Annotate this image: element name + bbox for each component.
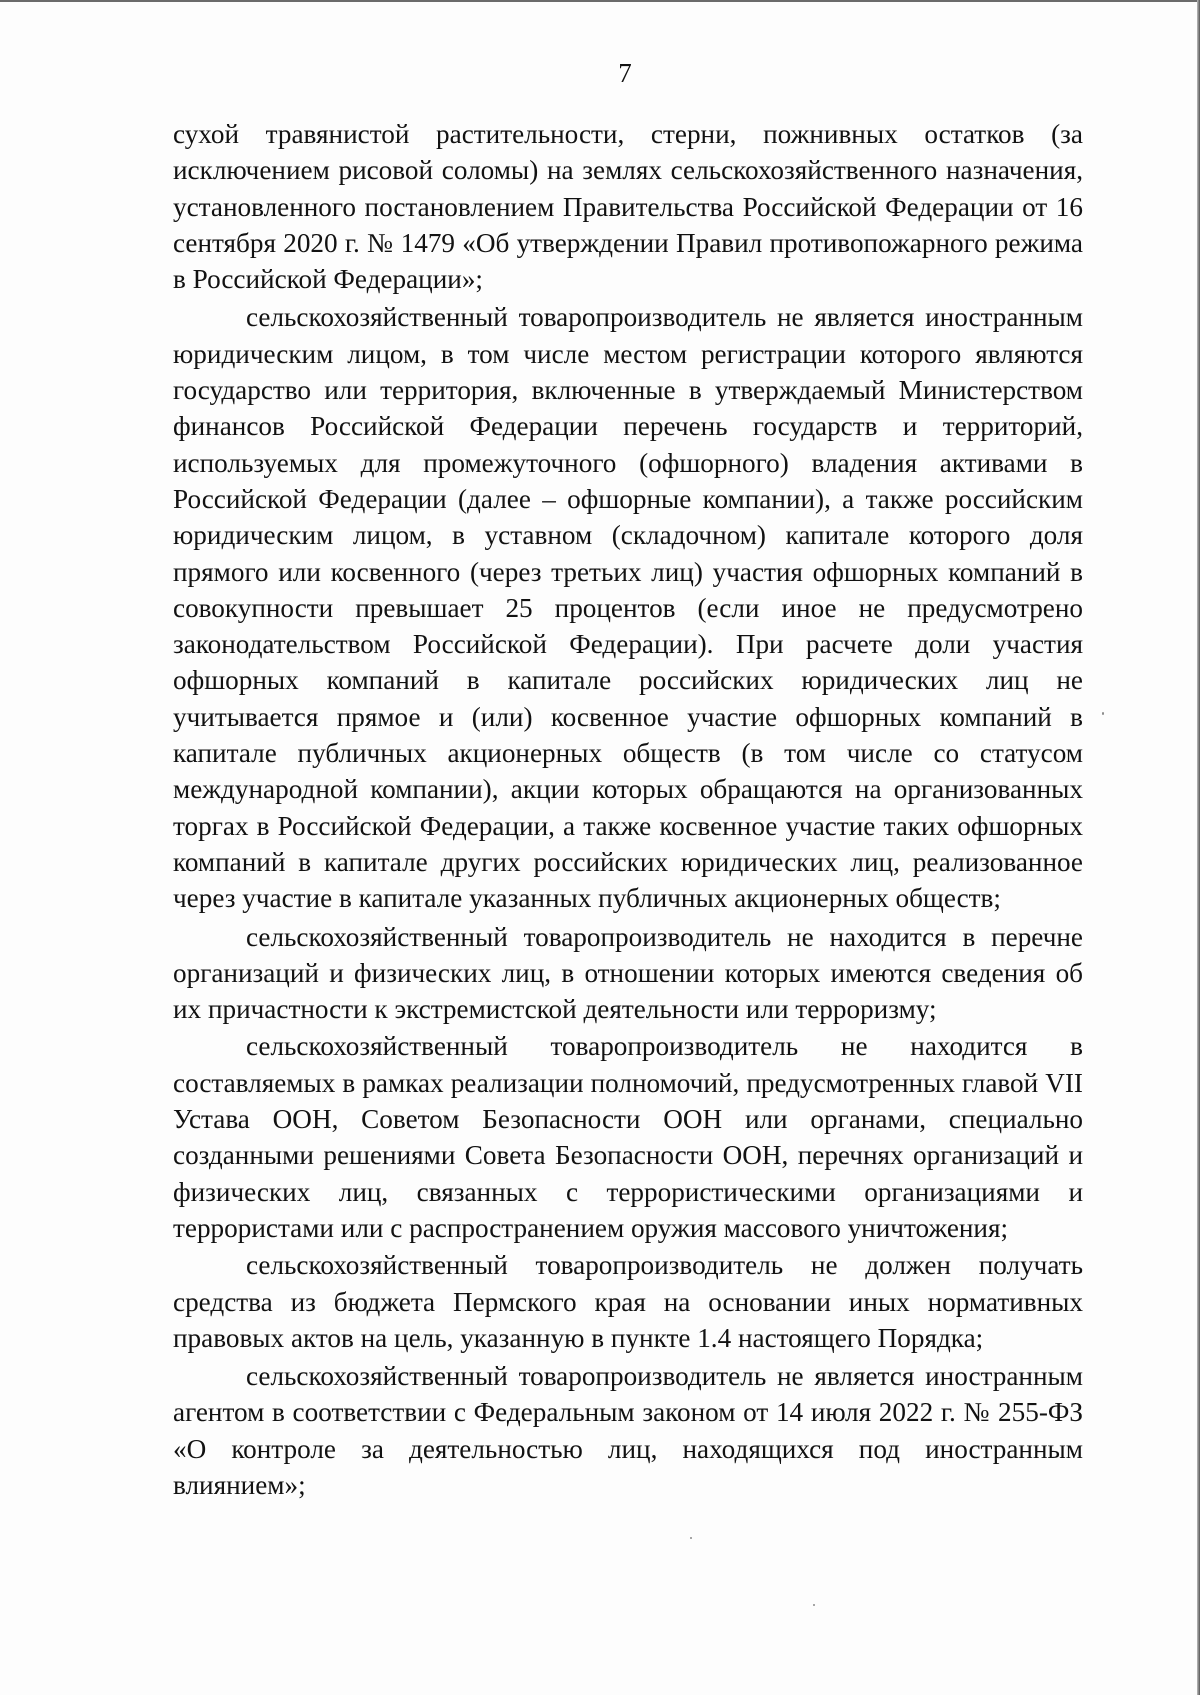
paragraph-budget-funds: сельскохозяйственный товаропроизводитель не должен получать средства из бюджета Пермского края на основании иных нормативных правовых актов на цель, указанную в пункте 1.4 настоящего Порядка; <box>173 1250 1083 1353</box>
document-body <box>173 116 1083 1503</box>
paragraph-foreign-agent: сельскохозяйственный товаропроизводитель не является иностранным агентом в соответствии с Федеральным законом от 14 июля 2022 г. № 255-ФЗ «О контроле за деятельностью лиц, находящихся под иностранным влиянием»; <box>173 1361 1083 1500</box>
paragraph-offshore-companies: сельскохозяйственный товаропроизводитель не является иностранным юридическим лицом, в том числе местом регистрации которого являются государство или территория, включенные в утверждаемый Министерством финансов Российской Федерации перечень государств и территорий, используемых для промежуточного (офшорного) владения активами в Российской Федерации (далее – офшорные компании), а также российским юридическим лицом, в уставном (складочном) капитале которого доля прямого или косвенного (через третьих лиц) участия офшорных компаний в совокупности превышает 25 процентов (если иное не предусмотрено законодательством Российской Федерации). При расчете доли участия офшорных компаний в капитале российских юридических лиц не учитывается прямое и (или) косвенное участие офшорных компаний в капитале публичных акционерных обществ (в том числе со статусом международной компании), акции которых обращаются на организованных торгах в Российской Федерации, а также косвенное участие таких офшорных компаний в капитале других российских юридических лиц, реализованное через участие в капитале указанных публичных акционерных обществ; <box>173 302 1083 914</box>
scan-speck <box>690 1537 692 1539</box>
scan-edge-top <box>0 0 1200 2</box>
scan-speck <box>1102 712 1104 715</box>
paragraph-extremism-list: сельскохозяйственный товаропроизводитель не находится в перечне организаций и физических лиц, в отношении которых имеются сведения об их причастности к экстремистской деятельности или терроризму; <box>173 921 1083 1025</box>
paragraph-un-sanctions-list: сельскохозяйственный товаропроизводитель не находится в составляемых в рамках реализации полномочий, предусмотренных главой VII Устава ООН, Советом Безопасности ООН или органами, специально созданными решениями Совета Безопасности ООН, перечнях организаций и физических лиц, связанных с террористическими организациями и террористами или с распространением оружия массового уничтожения; <box>173 1031 1083 1243</box>
scan-speck <box>813 1604 815 1606</box>
page-number: 7 <box>618 58 632 88</box>
paragraph-continuation: сухой травянистой растительности, стерни, пожнивных остатков (за исключением рисовой соломы) на землях сельскохозяйственного назначения, установленного постановлением Правительства Российской Федерации от 16 сентября 2020 г. № 1479 «Об утверждении Правил противопожарного режима в Российской Федерации»; <box>173 119 1083 295</box>
